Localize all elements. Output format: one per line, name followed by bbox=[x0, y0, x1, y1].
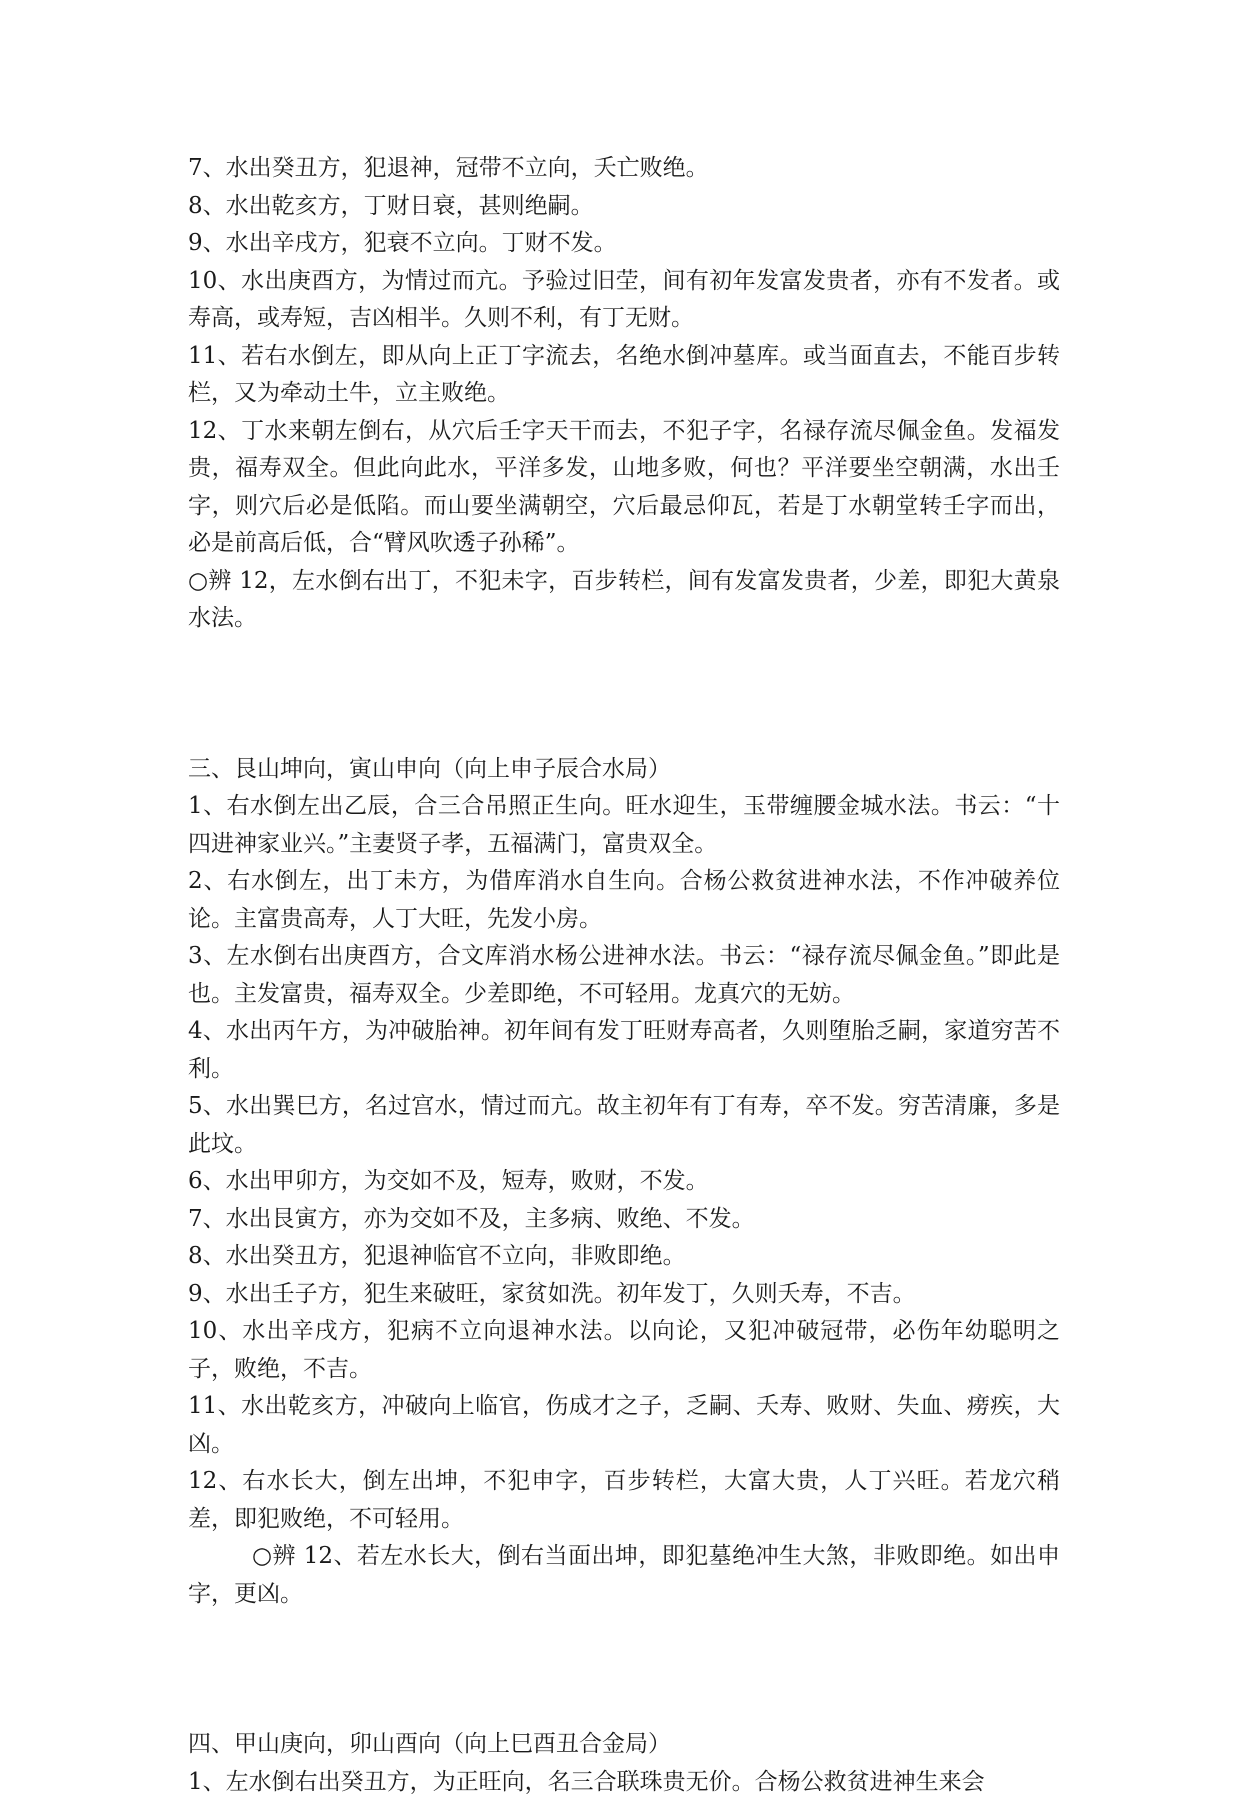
section-heading: 四、甲山庚向，卯山酉向（向上巳酉丑合金局） bbox=[188, 1726, 1060, 1764]
section-three bbox=[188, 751, 1060, 1614]
section-continued bbox=[188, 150, 1060, 638]
paragraph-note: ○辨 12，左水倒右出丁，不犯未字，百步转栏，间有发富发贵者，少差，即犯大黄泉水法。 bbox=[188, 563, 1060, 638]
paragraph-item-1: 1、右水倒左出乙辰，合三合吊照正生向。旺水迎生，玉带缠腰金城水法。书云：“十四进神家业兴。”主妻贤子孝，五福满门，富贵双全。 bbox=[188, 788, 1060, 863]
section-spacer bbox=[188, 1613, 1060, 1726]
paragraph-item-12: 12、右水长大，倒左出坤，不犯申字，百步转栏，大富大贵，人丁兴旺。若龙穴稍差，即犯败绝，不可轻用。 bbox=[188, 1463, 1060, 1538]
paragraph-item-1: 1、左水倒右出癸丑方，为正旺向，名三合联珠贵无价。合杨公救贫进神生来会 bbox=[188, 1764, 1060, 1801]
paragraph-item-11: 11、若右水倒左，即从向上正丁字流去，名绝水倒冲墓库。或当面直去，不能百步转栏，又为牵动土牛，立主败绝。 bbox=[188, 338, 1060, 413]
paragraph-item-2: 2、右水倒左，出丁未方，为借库消水自生向。合杨公救贫进神水法，不作冲破养位论。主富贵高寿，人丁大旺，先发小房。 bbox=[188, 863, 1060, 938]
paragraph-item-9: 9、水出辛戌方，犯衰不立向。丁财不发。 bbox=[188, 225, 1060, 263]
paragraph-item-8: 8、水出乾亥方，丁财日衰，甚则绝嗣。 bbox=[188, 188, 1060, 226]
section-spacer bbox=[188, 638, 1060, 751]
paragraph-item-11: 11、水出乾亥方，冲破向上临官，伤成才之子，乏嗣、夭寿、败财、失血、痨疾，大凶。 bbox=[188, 1388, 1060, 1463]
paragraph-item-12: 12、丁水来朝左倒右，从穴后壬字天干而去，不犯子字，名禄存流尽佩金鱼。发福发贵，福寿双全。但此向此水，平洋多发，山地多败，何也？平洋要坐空朝满，水出壬字，则穴后必是低陷。而山要坐满朝空，穴后最忌仰瓦，若是丁水朝堂转壬字而出，必是前高后低，合“臂风吹透子孙稀”。 bbox=[188, 413, 1060, 563]
paragraph-item-3: 3、左水倒右出庚酉方，合文库消水杨公进神水法。书云：“禄存流尽佩金鱼。”即此是也。主发富贵，福寿双全。少差即绝，不可轻用。龙真穴的无妨。 bbox=[188, 938, 1060, 1013]
paragraph-item-5: 5、水出巽巳方，名过宫水，情过而亢。故主初年有丁有寿，卒不发。穷苦清廉，多是此坟。 bbox=[188, 1088, 1060, 1163]
paragraph-item-4: 4、水出丙午方，为冲破胎神。初年间有发丁旺财寿高者，久则堕胎乏嗣，家道穷苦不利。 bbox=[188, 1013, 1060, 1088]
paragraph-item-9: 9、水出壬子方，犯生来破旺，家贫如洗。初年发丁，久则夭寿，不吉。 bbox=[188, 1276, 1060, 1314]
paragraph-note: ○辨 12、若左水长大，倒右当面出坤，即犯墓绝冲生大煞，非败即绝。如出申字，更凶。 bbox=[188, 1538, 1060, 1613]
paragraph-item-10: 10、水出庚酉方，为情过而亢。予验过旧茔，间有初年发富发贵者，亦有不发者。或寿高，或寿短，吉凶相半。久则不利，有丁无财。 bbox=[188, 263, 1060, 338]
section-four bbox=[188, 1726, 1060, 1801]
paragraph-item-6: 6、水出甲卯方，为交如不及，短寿，败财，不发。 bbox=[188, 1163, 1060, 1201]
paragraph-item-7: 7、水出癸丑方，犯退神，冠带不立向，夭亡败绝。 bbox=[188, 150, 1060, 188]
paragraph-item-7: 7、水出艮寅方，亦为交如不及，主多病、败绝、不发。 bbox=[188, 1201, 1060, 1239]
paragraph-item-10: 10、水出辛戌方，犯病不立向退神水法。以向论，又犯冲破冠带，必伤年幼聪明之子，败绝，不吉。 bbox=[188, 1313, 1060, 1388]
section-heading: 三、艮山坤向，寅山申向（向上申子辰合水局） bbox=[188, 751, 1060, 789]
document-body bbox=[188, 150, 1060, 1801]
paragraph-item-8: 8、水出癸丑方，犯退神临官不立向，非败即绝。 bbox=[188, 1238, 1060, 1276]
